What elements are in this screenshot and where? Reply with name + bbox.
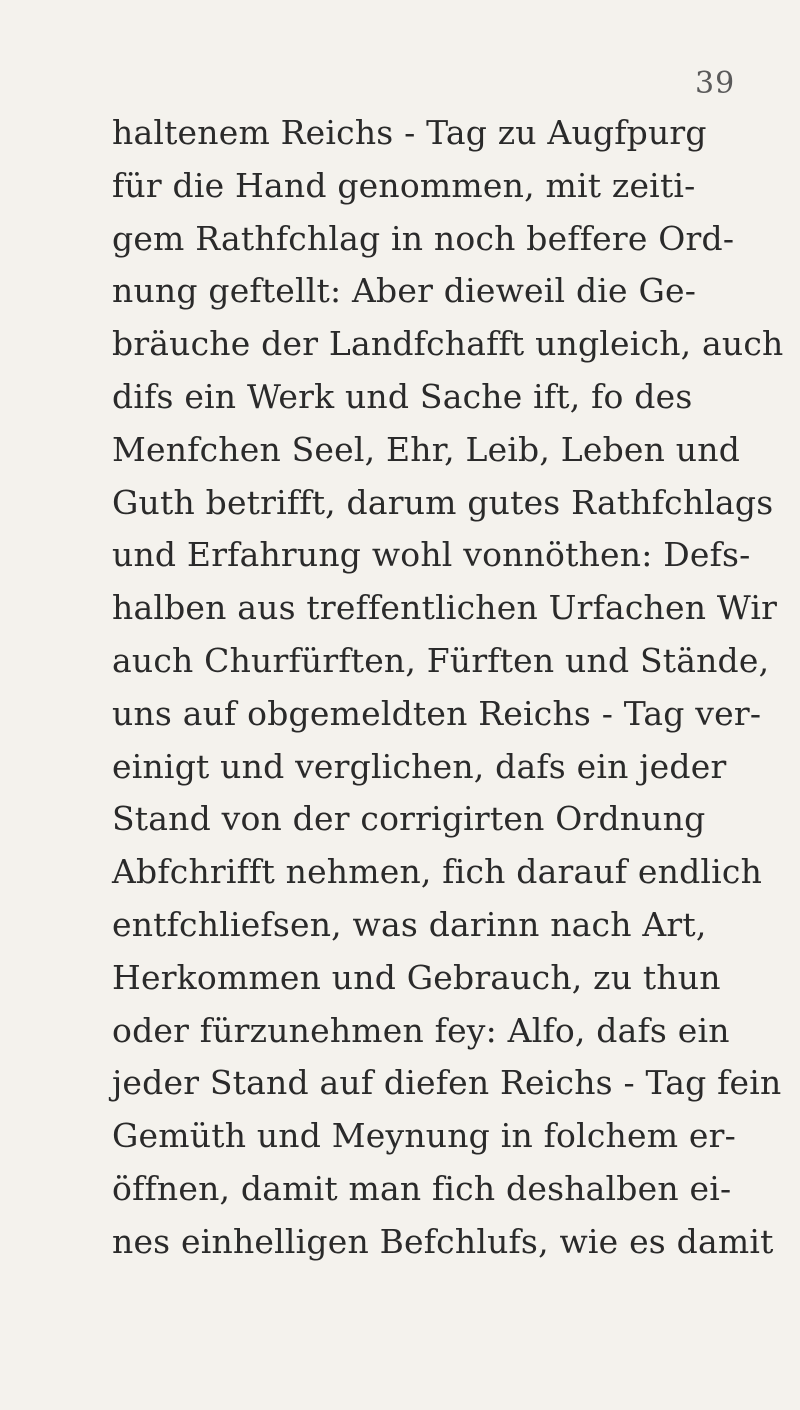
- text-line: nes einhelligen Befchlufs, wie es damit: [112, 1221, 774, 1261]
- text-line: haltenem Reichs - Tag zu Augfpurg: [112, 113, 707, 152]
- text-line: Menfchen Seel, Ehr, Leib, Leben und: [112, 429, 741, 469]
- body-text: [112, 107, 784, 1269]
- text-line: für die Hand genommen, mit zeiti-: [112, 165, 696, 205]
- text-line: auch Churfürften, Fürften und Stände,: [112, 640, 770, 680]
- text-line: halben aus treffentlichen Urfachen Wir: [112, 588, 778, 628]
- text-line: und Erfahrung wohl vonnöthen: Defs-: [112, 535, 751, 575]
- text-line: einigt und verglichen, dafs ein jeder: [112, 746, 727, 786]
- text-line: difs ein Werk und Sache ift, fo des: [112, 376, 693, 416]
- text-line: Stand von der corrigirten Ordnung: [112, 799, 706, 839]
- text-line: bräuche der Landfchafft ungleich, auch: [112, 324, 784, 364]
- text-line: Guth betrifft, darum gutes Rathfchlags: [112, 482, 774, 522]
- page-number: 39: [695, 66, 736, 101]
- text-line: Gemüth und Meynung in folchem er-: [112, 1116, 736, 1156]
- text-line: öffnen, damit man fich deshalben ei-: [112, 1168, 732, 1208]
- text-line: entfchliefsen, was darinn nach Art,: [112, 904, 707, 944]
- text-line: uns auf obgemeldten Reichs - Tag ver-: [112, 693, 762, 733]
- text-line: nung geftellt: Aber dieweil die Ge-: [112, 271, 697, 311]
- text-line: Herkommen und Gebrauch, zu thun: [112, 957, 721, 997]
- text-line: Abfchrifft nehmen, fich darauf endlich: [112, 852, 763, 892]
- text-line: gem Rathfchlag in noch beffere Ord-: [112, 218, 735, 258]
- text-line: jeder Stand auf diefen Reichs - Tag fein: [112, 1063, 782, 1103]
- text-line: oder fürzunehmen fey: Alfo, dafs ein: [112, 1010, 730, 1050]
